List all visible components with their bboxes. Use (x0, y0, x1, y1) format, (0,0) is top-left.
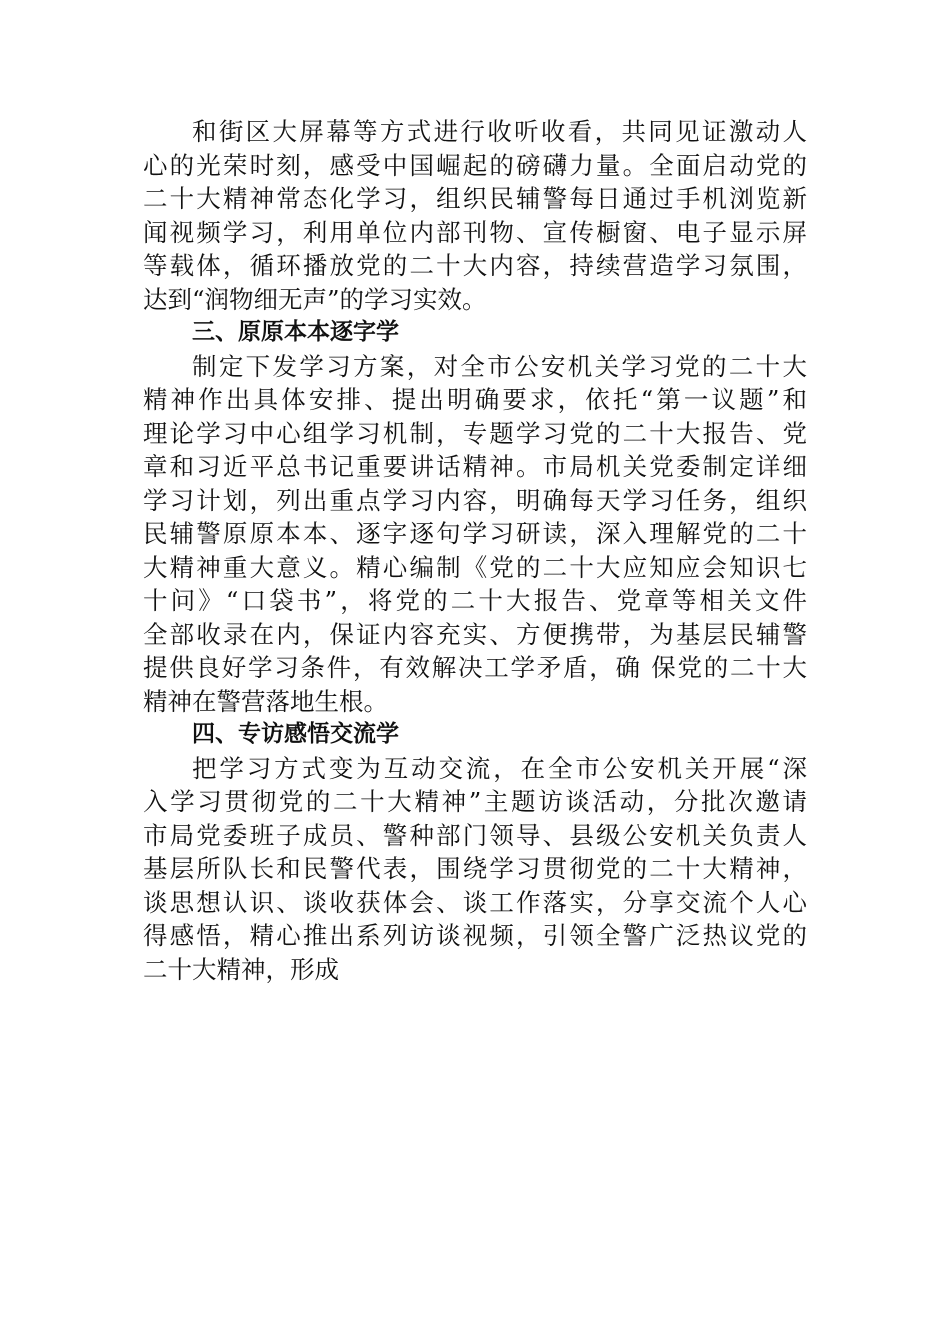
paragraph-line: 大精神重大意义。精心编制《党的二十大应知应会知识七 (143, 552, 807, 582)
paragraph-line: 制定下发学习方案，对全市公安机关学习党的二十大 (192, 351, 807, 381)
paragraph-line: 章和习近平总书记重要讲话精神。市局机关党委制定详细 (143, 452, 807, 481)
section-heading-3: 三、原原本本逐字学 (192, 319, 399, 345)
paragraph-line: 学习计划，列出重点学习内容，明确每天学习任务，组织 (143, 485, 807, 515)
section-heading-4: 四、专访感悟交流学 (192, 721, 399, 747)
paragraph-line: 二十大精神常态化学习，组织民辅警每日通过手机浏览新 (143, 184, 807, 213)
paragraph-line: 心的光荣时刻，感受中国崛起的磅礴力量。全面启动党的 (143, 150, 807, 180)
paragraph-line: 和街区大屏幕等方式进行收听收看，共同见证激动人 (192, 117, 807, 146)
paragraph-line: 达到“润物细无声”的学习实效。 (143, 284, 487, 314)
document-body (143, 115, 807, 986)
paragraph-line: 精神在警营落地生根。 (143, 686, 388, 716)
paragraph-line: 二十大精神，形成 (143, 954, 339, 984)
paragraph-line: 全部收录在内，保证内容充实、方便携带，为基层民辅警 (143, 619, 807, 649)
paragraph-line: 十问》“口袋书”，将党的二十大报告、党章等相关文件 (143, 586, 807, 615)
paragraph-line: 入学习贯彻党的二十大精神”主题访谈活动，分批次邀请 (143, 787, 807, 816)
paragraph-line: 把学习方式变为互动交流，在全市公安机关开展“深 (192, 753, 807, 783)
paragraph-line: 民辅警原原本本、逐字逐句学习研读，深入理解党的二十 (143, 519, 807, 548)
paragraph-line: 等载体，循环播放党的二十大内容，持续营造学习氛围， (143, 251, 807, 280)
paragraph-line: 理论学习中心组学习机制，专题学习党的二十大报告、党 (143, 418, 807, 448)
paragraph-line: 提供良好学习条件，有效解决工学矛盾，确 保党的二十大 (143, 653, 807, 682)
paragraph-line: 闻视频学习，利用单位内部刊物、宣传橱窗、电子显示屏 (143, 217, 807, 247)
paragraph-line: 得感悟，精心推出系列访谈视频，引领全警广泛热议党的 (143, 921, 807, 950)
paragraph-line: 基层所队长和民警代表，围绕学习贯彻党的二十大精神， (143, 854, 807, 883)
paragraph-line: 精神作出具体安排、提出明确要求，依托“第一议题”和 (143, 385, 807, 414)
paragraph-line: 谈思想认识、谈收获体会、谈工作落实，分享交流个人心 (143, 887, 807, 917)
paragraph-line: 市局党委班子成员、警种部门领导、县级公安机关负责人 (143, 820, 807, 850)
